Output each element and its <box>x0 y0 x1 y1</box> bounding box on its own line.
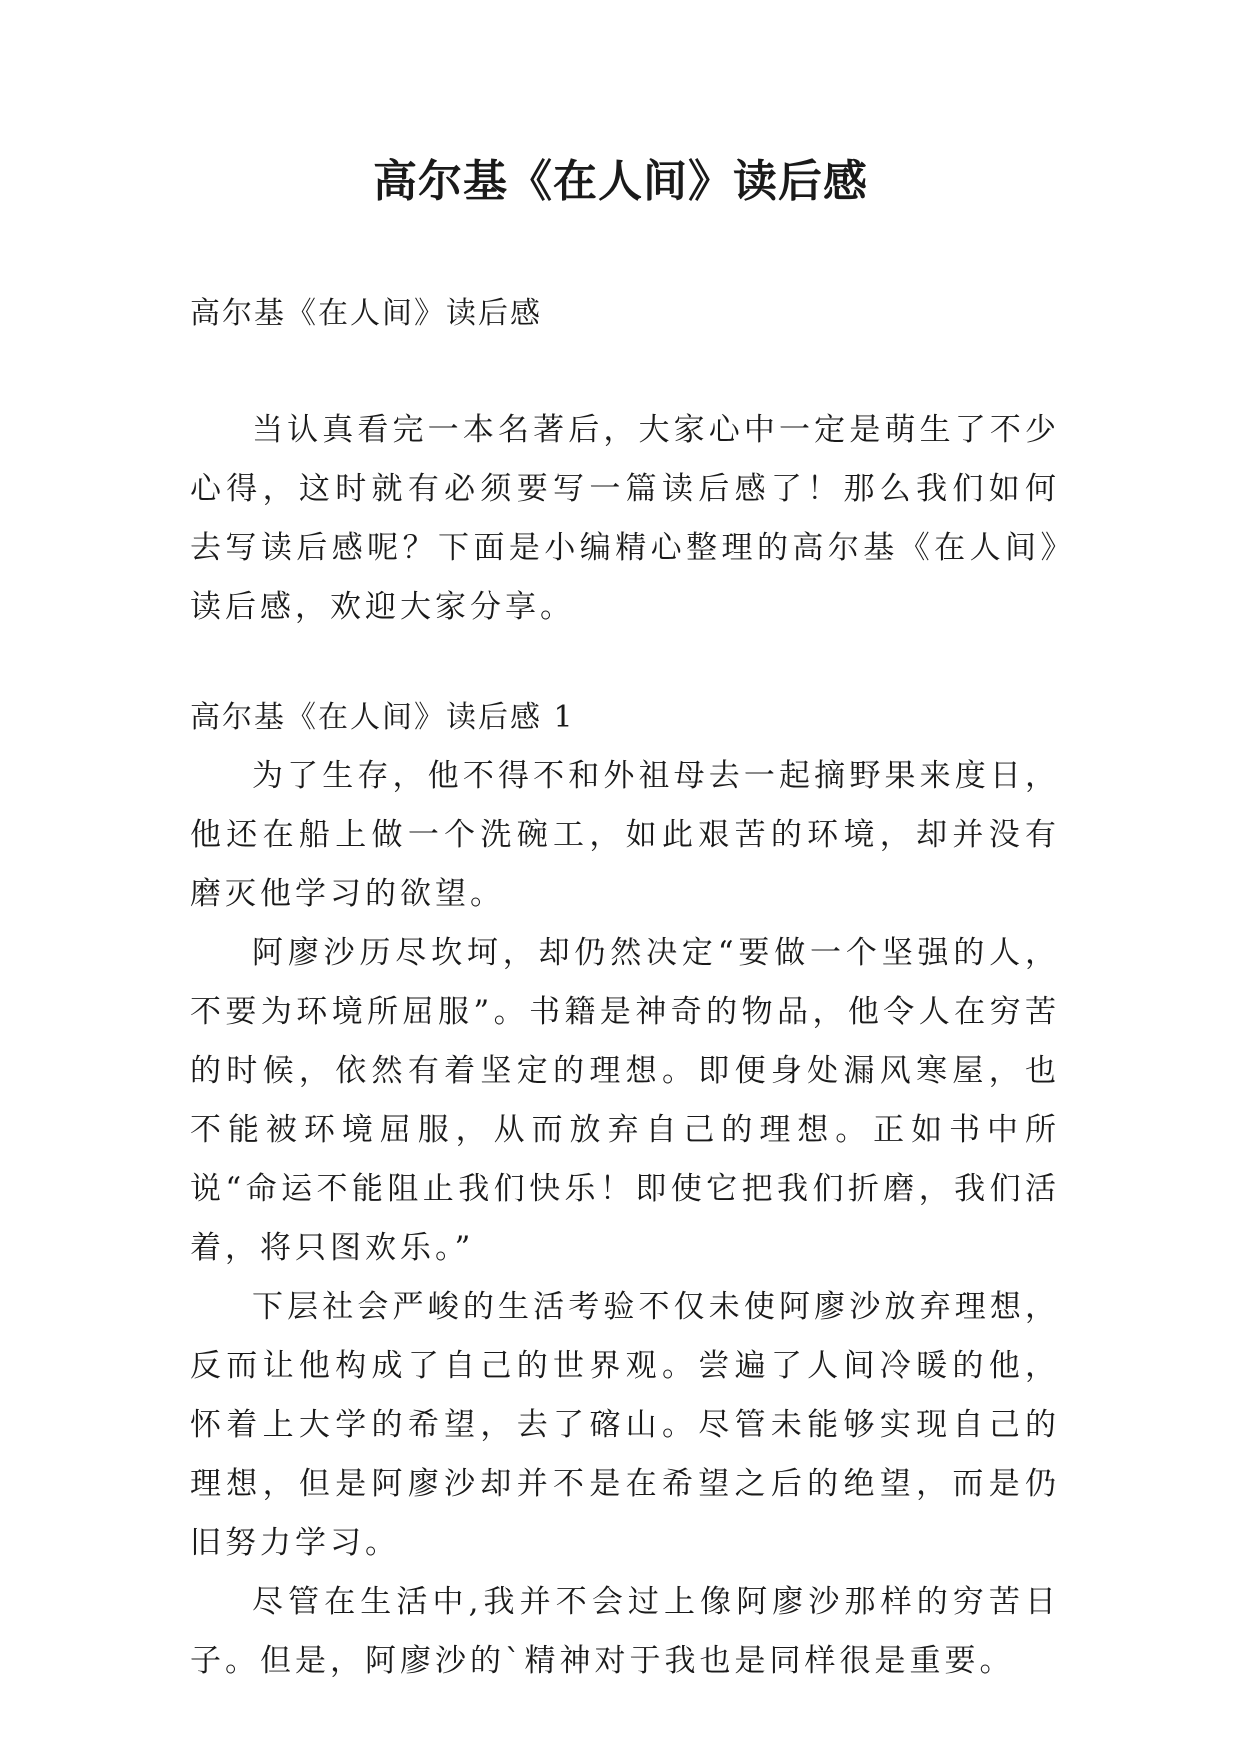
spacer <box>190 637 1060 689</box>
body-paragraph-1: 为了生存，他不得不和外祖母去一起摘野果来度日，他还在船上做一个洗碗工，如此艰苦的环境，却并没有磨灭他学习的欲望。 <box>190 758 1060 912</box>
body-paragraph-3: 下层社会严峻的生活考验不仅未使阿廖沙放弃理想，反而让他构成了自己的世界观。尝遍了人间冷暖的他，怀着上大学的希望，去了碦山。尽管未能够实现自己的理想，但是阿廖沙却并不是在希望之后的绝望，而是仍旧努力学习。 <box>190 1289 1060 1561</box>
intro-paragraph: 当认真看完一本名著后，大家心中一定是萌生了不少心得，这时就有必须要写一篇读后感了！那么我们如何去写读后感呢？下面是小编精心整理的高尔基《在人间》读后感，欢迎大家分享。 <box>190 412 1060 625</box>
body-paragraph-2: 阿廖沙历尽坎坷，却仍然决定“要做一个坚强的人，不要为环境所屈服”。书籍是神奇的物品，他令人在穷苦的时候，依然有着坚定的理想。即便身处漏风寒屋，也不能被环境屈服，从而放弃自己的理想。正如书中所说“命运不能阻止我们快乐！即使它把我们折磨，我们活着，将只图欢乐。” <box>190 935 1060 1266</box>
document-body <box>190 285 1060 1691</box>
document-title: 高尔基《在人间》读后感 <box>373 156 868 207</box>
body-paragraph-4: 尽管在生活中,我并不会过上像阿廖沙那样的穷苦日子。但是，阿廖沙的`精神对于我也是同样很是重要。 <box>190 1584 1060 1679</box>
section-heading: 高尔基《在人间》读后感 1 <box>190 700 575 735</box>
document-subtitle: 高尔基《在人间》读后感 <box>190 296 542 331</box>
spacer <box>190 343 1060 401</box>
